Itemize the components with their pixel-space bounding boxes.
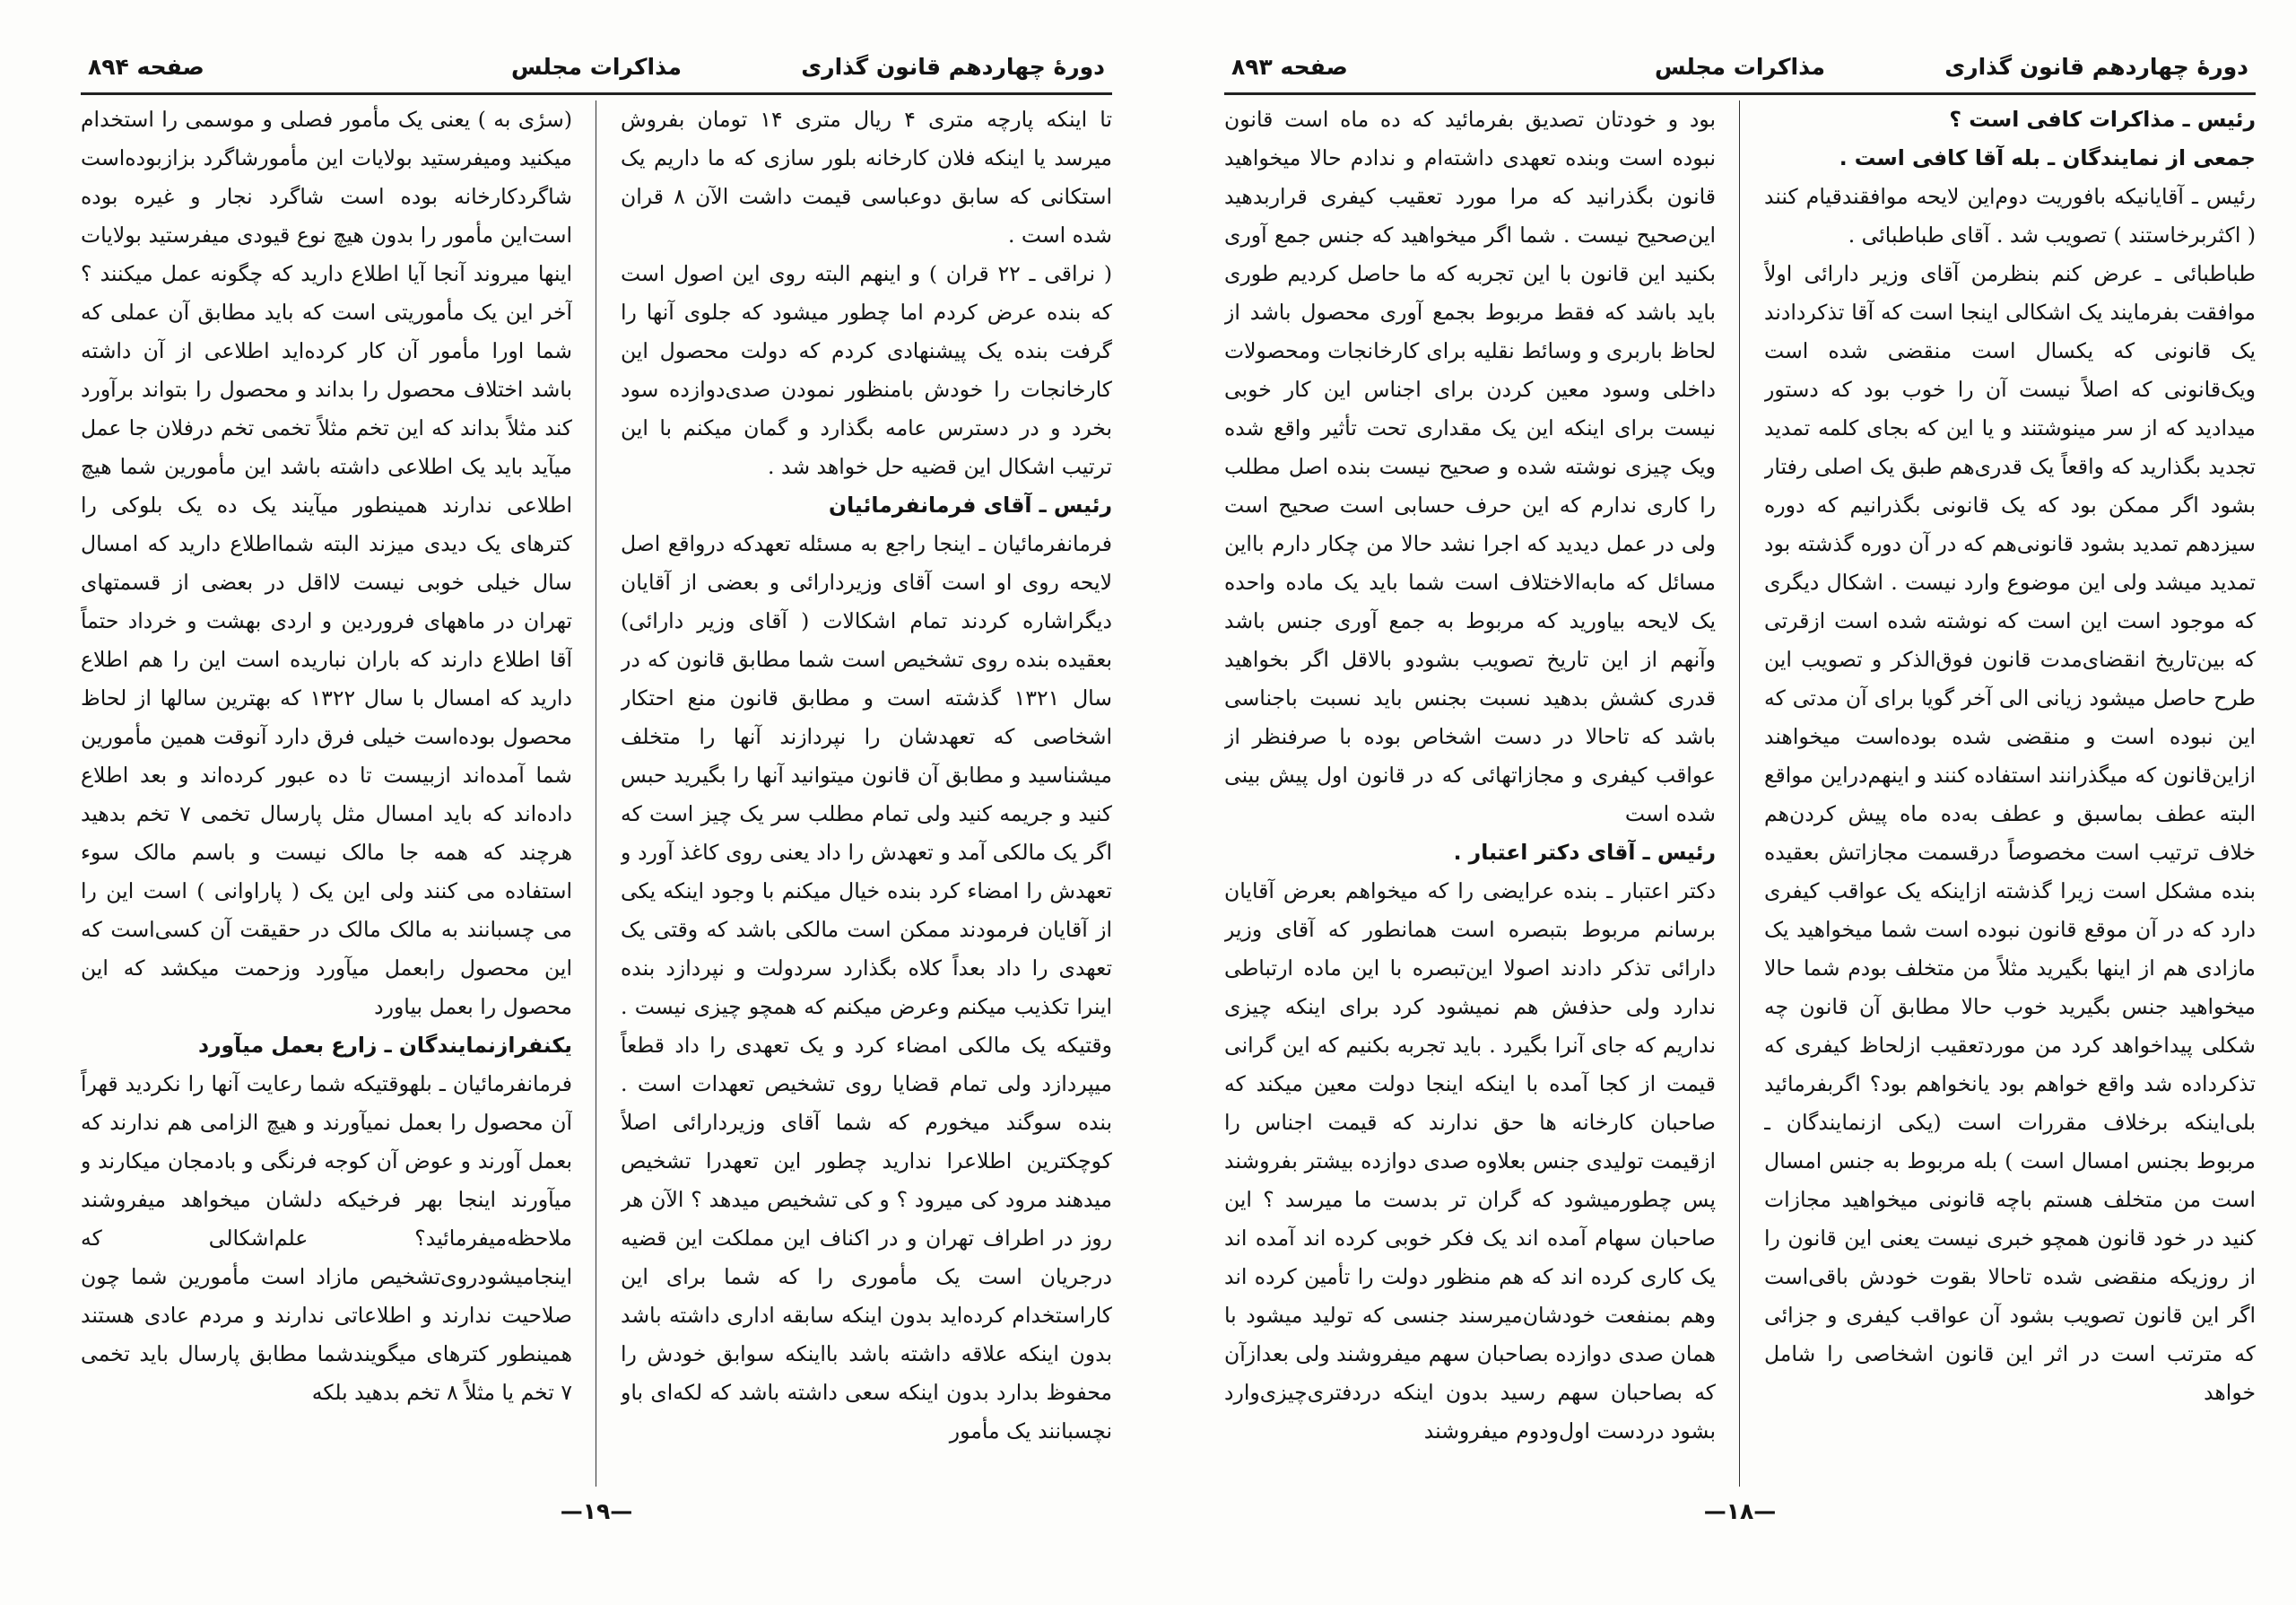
right-page bbox=[1224, 0, 2256, 1605]
right-header-title: مذاکرات مجلس bbox=[1654, 54, 1825, 80]
left-header-session: دورهٔ چهاردهم قانون گذاری bbox=[801, 54, 1105, 80]
left-page-left-column bbox=[81, 100, 572, 1487]
right-header-page-label: صفحه ۸۹۳ bbox=[1231, 54, 1348, 80]
right-page-right-column bbox=[1764, 100, 2256, 1487]
left-header-rule bbox=[81, 92, 1112, 95]
right-column-divider bbox=[1739, 100, 1740, 1487]
paragraph: رئیس ـ آقایانیکه بافوریت دوم‌این لایحه موافقندقیام کنند ( اکثربرخاستند ) تصویب شد . آقای طباطبائی . bbox=[1764, 184, 2256, 248]
paragraph: فرمانفرمائیان ـ بلهوقتیکه شما رعایت آنها را نکردید قهراً آن محصول را بعمل نمیآورند و هیچ الزامی هم ندارند که بعمل آورند و عوض آن کوجه فرنگی و بادمجان میکارند و میآورند اینجا بهر فرخیکه دلشان میخواهد میفروشند ملاحظه‌میفرمائید؟ علم‌اشکالی که اینجامیشودروی‌تشخیص مازاد است مأمورین شما چون صلاحیت ندارند و اطلاعاتی ندارند و مردم عادی هستند همینطور کترهای میگویندشما مطابق پارسال باید تخمی ۷ تخم یا مثلاً ۸ تخم بدهید بلکه bbox=[81, 1071, 572, 1405]
speaker-line: رئیس ـ آقای فرمانفرمائیان bbox=[829, 493, 1112, 518]
paragraph: بود و خودتان تصدیق بفرمائید که ده ماه است قانون نبوده است وبنده تعهدی داشته‌ام و ندادم حالا میخواهید قانون بگذرانید که مرا مورد تعقیب کیفری قراربدهید این‌صحیح نیست . شما اگر میخواهید که جنس جمع آوری بکنید این قانون با این تجربه که ما حاصل کردیم طوری باید باشد که فقط مربوط بجمع آوری محصول باشد از لحاظ باربری و وسائط نقلیه برای کارخانجات ومحصولات داخلی وسود معین کردن برای اجناس این کار خوبی نیست برای اینکه این یک مقداری تحت تأثیر واقع شده ویک چیزی نوشته شده و صحیح نیست بنده اصل مطلب را کاری ندارم که این حرف حسابی است صحیح است ولی در عمل دیدید که اجرا نشد حالا من چکار دارم بااین مسائل که مابه‌الاختلاف است شما باید یک ماده واحده یک لایحه بیاورید که مربوط به جمع آوری جنس باشد وآنهم از این تاریخ تصویب بشودو بالاقل اگر بخواهید قدری کشش بدهید نسبت بجنس باید نسبت باجناسی باشد که تاحالا در دست اشخاص بوده با صرفنظر از عواقب کیفری و مجازاتهائی که در قانون اول پیش بینی شده است bbox=[1224, 107, 1716, 826]
paragraph: طباطبائی ـ عرض کنم بنظرمن آقای وزیر دارائی اولاً موافقت بفرمایند یک اشکالی اینجا است که آقا تذکردادند یک قانونی که یکسال است منقضی شده است ویک‌قانونی که اصلاً نیست آن را خوب بود که دستور میدادید که از سر مینوشتند و یا این که بجای کلمه تمدید تجدید بگذارید که واقعاً یک قدری‌هم طبق یک اصلی رفتار بشود اگر ممکن بود که یک قانونی بگذرانیم که دوره سیزدهم تمدید بشود قانونی‌هم که در آن دوره گذشته بود تمدید میشد ولی این موضوع وارد نیست . اشکال دیگری که موجود است این است که نوشته شده است ازقرتی که بین‌تاریخ انقضای‌مدت قانون فوق‌الذکر و تصویب این طرح حاصل میشود زیانی الی آخر گویا برای آن مدتی که این نبوده است و منقضی شده بوده‌است میخواهند ازاین‌قانون که میگذرانند استفاده کنند و اینهم‌دراین مواقع البته عطف بماسبق و عطف به‌ده ماه پیش کردن‌هم خلاف ترتیب است مخصوصاً درقسمت مجازاتش بعقیده بنده مشکل است زیرا گذشته ازاینکه یک عواقب کیفری دارد که در آن موقع قانون نبوده است شما میخواهید یک مازادی هم از اینها بگیرید مثلاً من متخلف بودم شما حالا میخواهید جنس بگیرید خوب حالا مطابق آن قانون چه شکلی پیداخواهد کرد من موردتعقیب ازلحاظ کیفری که تذکرداده شد واقع خواهم بود یانخواهم بود؟ اگربفرمائید بلی‌اینکه برخلاف مقررات است (یکی ازنمایندگان ـ مربوط بجنس امسال است ) بله مربوط به جنس امسال است من متخلف هستم باچه قانونی میخواهید مجازات کنید در خود قانون همچو خبری نیست یعنی این قانون را از روزیکه منقضی شده تاحالا بقوت خودش باقی‌است اگر این قانون تصویب بشود آن عواقب کیفری و جزائی که مترتب است در اثر این قانون اشخاصی را شامل خواهد bbox=[1764, 261, 2256, 1405]
paragraph: ( نراقی ـ ۲۲ قران ) و اینهم البته روی این اصول است که بنده عرض کردم اما چطور میشود که جلوی آنها را گرفت بنده یک پیشنهادی کردم که دولت محصول این کارخانجات را خودش بامنظور نمودن صدی‌دوازده سود بخرد و در دسترس عامه بگذارد و گمان میکنم با این ترتیب اشکال این قضیه حل خواهد شد . bbox=[621, 261, 1112, 479]
right-header-rule bbox=[1224, 92, 2256, 95]
left-page bbox=[81, 0, 1112, 1605]
right-page-header bbox=[1224, 50, 2256, 90]
speaker-line: جمعی از نمایندگان ـ بله آقا کافی است . bbox=[1839, 145, 2256, 170]
paragraph: تا اینکه پارچه متری ۴ ریال متری ۱۴ تومان بفروش میرسد یا اینکه فلان کارخانه بلور سازی که ما داریم یک استکانی که سابق دوعباسی قیمت داشت الآن ۸ قران شده است . bbox=[621, 107, 1112, 248]
right-page-number: —۱۸— bbox=[1703, 1498, 1777, 1524]
speaker-line: یکنفرازنمایندگان ـ زارع بعمل میآورد bbox=[197, 1033, 572, 1058]
left-page-right-column bbox=[621, 100, 1112, 1487]
speaker-line: رئیس ـ مذاکرات کافی است ؟ bbox=[1949, 107, 2256, 132]
paragraph: فرمانفرمائیان ـ اینجا راجع به مسئله تعهدکه درواقع اصل لایحه روی او است آقای وزیردارائی و بعضی از آقایان دیگراشاره کردند تمام اشکالات ( آقای وزیر دارائی) بعقیده بنده روی تشخیص است شما مطابق قانون که در سال ۱۳۲۱ گذشته است و مطابق قانون منع احتکار اشخاصی که تعهدشان را نپردازند آنها را متخلف میشناسید و مطابق آن قانون میتوانید آنها را بگیرید حبس کنید و جریمه کنید ولی تمام مطلب سر یک چیز است که اگر یک مالکی آمد و تعهدش را داد یعنی روی کاغذ آورد و تعهدش را امضاء کرد بنده خیال میکنم با وجود اینکه یکی از آقایان فرمودند ممکن است مالکی باشد که وقتی یک تعهدی را داد بعداً کلاه بگذارد سردولت و نپردازد بنده اینرا تکذیب میکنم وعرض میکنم که همچو چیزی نیست . وقتیکه یک مالکی امضاء کرد و یک تعهدی را داد قطعاً میپردازد ولی تمام قضایا روی تشخیص تعهدات است . بنده سوگند میخورم که شما آقای وزیردارائی اصلاً کوچکترین اطلاعرا ندارید چطور این تعهدرا تشخیص میدهند مرود کی میرود ؟ و کی تشخیص میدهد ؟ الآن هر روز در اطراف تهران و در اکناف این مملکت این قضیه درجریان است یک مأموری را که شما برای این کاراستخدام کرده‌اید بدون اینکه سابقه اداری داشته باشد بدون اینکه علاقه داشته باشد بااینکه سوابق خودش را محفوظ بدارد بدون اینکه سعی داشته باشد که لکه‌ای باو نچسبانند یک مأمور bbox=[621, 531, 1112, 1444]
right-page-left-column bbox=[1224, 100, 1716, 1487]
paragraph: (سرٔی به ) یعنی یک مأمور فصلی و موسمی را استخدام میکنید ومیفرستید بولایات این مأمورشاگرد بزازبوده‌است شاگردکارخانه بوده است شاگرد نجار و غیره بوده است‌این مأمور را بدون هیچ نوع قیودی میفرستید بولایات اینها میروند آنجا آیا اطلاع دارید که چگونه عمل میکنند ؟ آخر این یک مأموریتی است که باید مطابق آن عملی که شما اورا مأمور آن کار کرده‌اید اطلاعی از آن داشته باشد اختلاف محصول را بداند و محصول را بتواند برآورد کند مثلاً بداند که این تخم مثلاً تخمی تخم درفلان جا عمل میآید باید یک اطلاعی داشته باشد این مأمورین شما هیچ اطلاعی ندارند همینطور میآیند یک ده یک بلوکی را کترهای یک دیدی میزند البته شمااطلاع دارید که امسال سال خیلی خوبی نیست لااقل در بعضی از قسمتهای تهران در ماههای فروردین و اردی بهشت و خرداد حتماً آقا اطلاع دارند که باران نباریده است این را هم اطلاع دارید که امسال با سال ۱۳۲۲ که بهترین سالها از لحاظ محصول بوده‌است خیلی فرق دارد آنوقت همین مأمورین شما آمده‌اند ازبیست تا ده عبور کرده‌اند و بعد اطلاع داده‌اند که باید امسال مثل پارسال تخمی ۷ تخم بدهید هرچند که همه جا مالک نیست و باسم مالک سوء استفاده می کنند ولی این یک ( پاراوانی ) است این را می چسبانند به مالک مالک در حقیقت آن کسی‌است که این محصول رابعمل میآورد وزحمت میکشد که این محصول را بعمل بیاورد bbox=[81, 107, 572, 1019]
right-header-session: دورهٔ چهاردهم قانون گذاری bbox=[1944, 54, 2248, 80]
paragraph: دکتر اعتبار ـ بنده عرایضی را که میخواهم بعرض آقایان برسانم مربوط بتبصره است همانطور که آقای وزیر دارائی تذکر دادند اصولا این‌تبصره با این ماده ارتباطی ندارد ولی حذفش هم نمیشود کرد برای اینکه چیزی نداریم که جای آنرا بگیرد . باید تجربه بکنیم که این گرانی قیمت از کجا آمده با اینکه اینجا دولت معین میکند که صاحبان کارخانه ها حق ندارند که قیمت اجناس را ازقیمت تولیدی جنس بعلاوه صدی دوازده بیشتر بفروشند پس چطورمیشود که گران تر بدست ما میرسد ؟ این صاحبان سهام آمده اند یک فکر خوبی کرده اند آمده اند یک کاری کرده اند که هم منظور دولت را تأمین کرده اند وهم بمنفعت خودشان‌میرسند جنسی که تولید میشود با همان صدی دوازده بصاحبان سهم میفروشند ولی بعدازآن که بصاحبان سهم رسید بدون اینکه دردفتری‌چیزی‌وارد بشود دردست اول‌ودوم میفروشند bbox=[1224, 878, 1716, 1444]
left-page-number: —۱۹— bbox=[560, 1498, 633, 1524]
left-header-page-label: صفحه ۸۹۴ bbox=[88, 54, 204, 80]
left-page-header bbox=[81, 50, 1112, 90]
speaker-line: رئیس ـ آقای دکتر اعتبار . bbox=[1453, 840, 1716, 865]
left-header-title: مذاکرات مجلس bbox=[510, 54, 682, 80]
